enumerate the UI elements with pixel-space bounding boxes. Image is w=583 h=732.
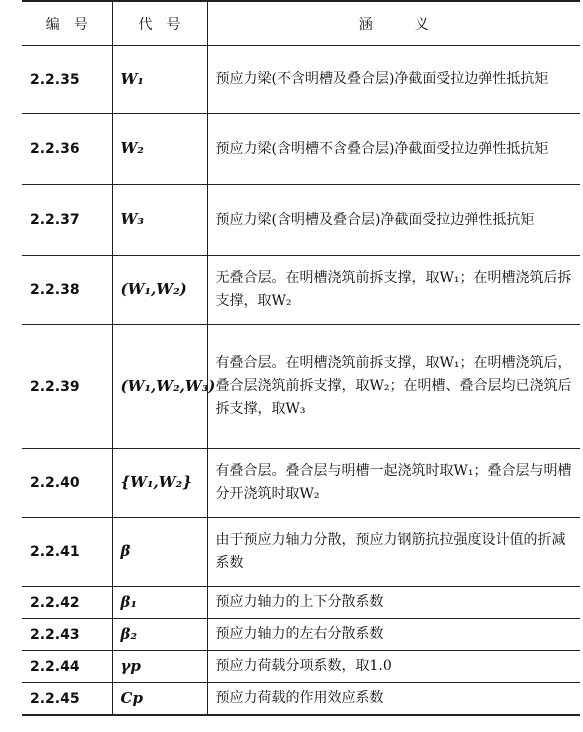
row-num: 2.2.38 xyxy=(22,256,112,325)
row-num: 2.2.41 xyxy=(22,518,112,587)
header-desc: 涵 义 xyxy=(207,1,580,46)
symbol-table xyxy=(22,0,580,716)
row-code: γp xyxy=(112,651,207,683)
row-desc: 预应力轴力的上下分散系数 xyxy=(207,587,580,619)
row-num: 2.2.40 xyxy=(22,449,112,518)
row-code: W₂ xyxy=(112,114,207,185)
row-code: W₁ xyxy=(112,46,207,114)
table-row xyxy=(22,518,580,587)
header-row xyxy=(22,1,580,46)
row-code: W₃ xyxy=(112,185,207,256)
row-desc: 预应力梁(含明槽不含叠合层)净截面受拉边弹性抵抗矩 xyxy=(207,114,580,185)
row-code: β₁ xyxy=(112,587,207,619)
table-row xyxy=(22,114,580,185)
row-desc: 有叠合层。叠合层与明槽一起浇筑时取W₁；叠合层与明槽分开浇筑时取W₂ xyxy=(207,449,580,518)
table-row xyxy=(22,185,580,256)
row-num: 2.2.43 xyxy=(22,619,112,651)
header-num: 编 号 xyxy=(22,1,112,46)
row-desc: 预应力轴力的左右分散系数 xyxy=(207,619,580,651)
row-num: 2.2.42 xyxy=(22,587,112,619)
row-code: β xyxy=(112,518,207,587)
row-code: (W₁,W₂,W₃) xyxy=(112,325,207,449)
row-desc: 无叠合层。在明槽浇筑前拆支撑，取W₁；在明槽浇筑后拆支撑，取W₂ xyxy=(207,256,580,325)
row-code: (W₁,W₂) xyxy=(112,256,207,325)
table-row xyxy=(22,619,580,651)
row-num: 2.2.45 xyxy=(22,683,112,716)
row-desc: 预应力荷载分项系数，取1.0 xyxy=(207,651,580,683)
row-num: 2.2.44 xyxy=(22,651,112,683)
row-num: 2.2.36 xyxy=(22,114,112,185)
row-desc: 预应力梁(不含明槽及叠合层)净截面受拉边弹性抵抗矩 xyxy=(207,46,580,114)
table-row xyxy=(22,256,580,325)
table-row xyxy=(22,325,580,449)
table-row xyxy=(22,46,580,114)
row-num: 2.2.39 xyxy=(22,325,112,449)
row-desc: 由于预应力轴力分散，预应力钢筋抗拉强度设计值的折减系数 xyxy=(207,518,580,587)
row-desc: 预应力荷载的作用效应系数 xyxy=(207,683,580,716)
row-num: 2.2.35 xyxy=(22,46,112,114)
table-row xyxy=(22,683,580,716)
header-code: 代 号 xyxy=(112,1,207,46)
row-num: 2.2.37 xyxy=(22,185,112,256)
row-code: Cp xyxy=(112,683,207,716)
row-code: {W₁,W₂} xyxy=(112,449,207,518)
row-code: β₂ xyxy=(112,619,207,651)
table-row xyxy=(22,449,580,518)
row-desc: 预应力梁(含明槽及叠合层)净截面受拉边弹性抵抗矩 xyxy=(207,185,580,256)
table-row xyxy=(22,651,580,683)
table-row xyxy=(22,587,580,619)
row-desc: 有叠合层。在明槽浇筑前拆支撑，取W₁；在明槽浇筑后，叠合层浇筑前拆支撑，取W₂；在明槽、叠合层均已浇筑后拆支撑，取W₃ xyxy=(207,325,580,449)
